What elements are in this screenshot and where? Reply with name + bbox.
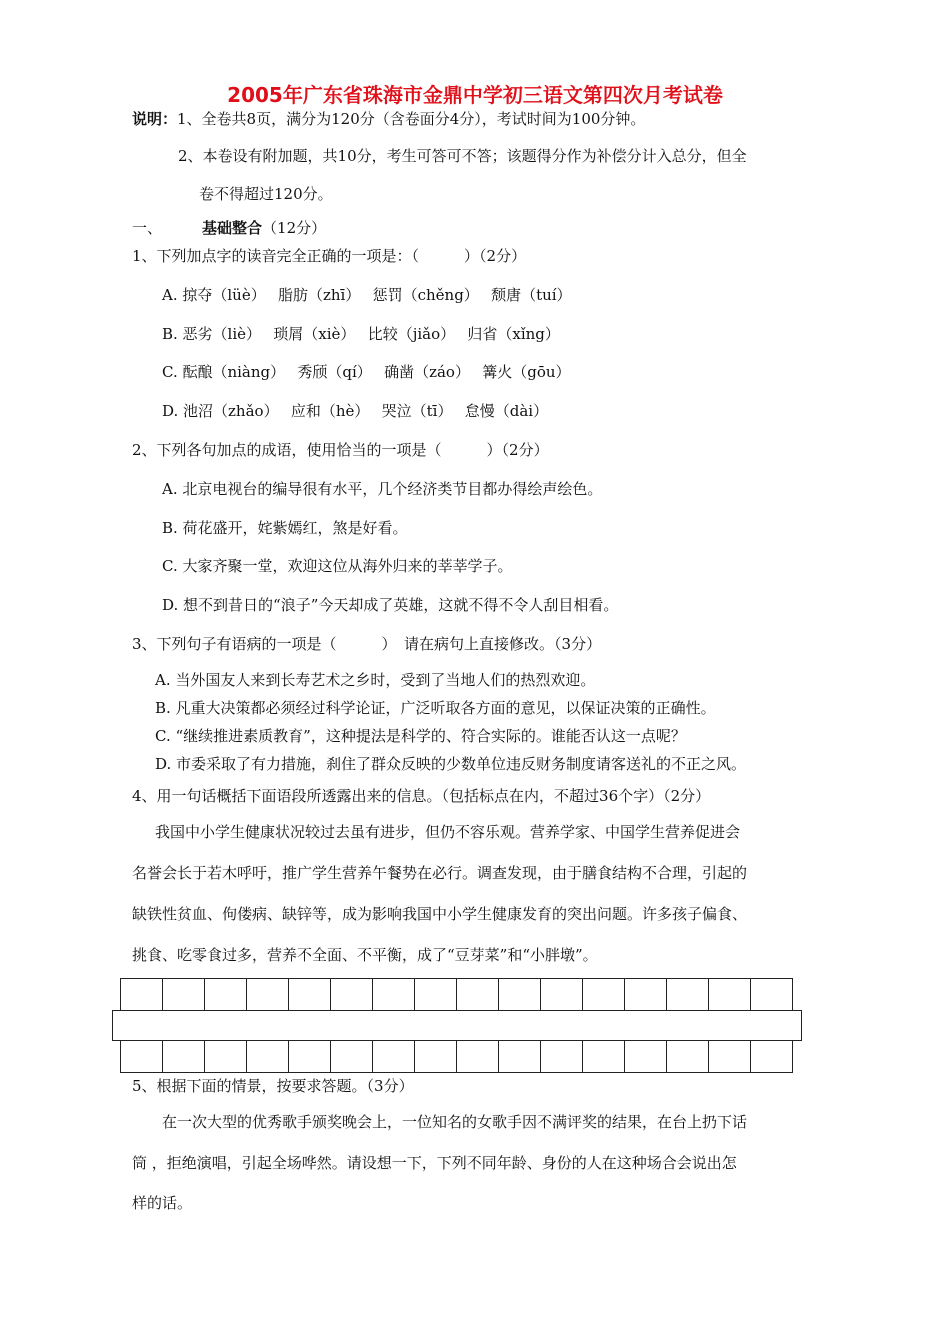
q5-passage-line-3: 样的话。 — [132, 1194, 193, 1212]
answer-cell[interactable] — [163, 1041, 205, 1073]
q5-passage-line-2: 筒 ，拒绝演唱，引起全场哗然。请设想一下，下列不同年龄、身份的人在这种场合会说出怎 — [132, 1154, 737, 1172]
answer-cell[interactable] — [751, 979, 793, 1011]
answer-cell[interactable] — [289, 979, 331, 1011]
answer-cell[interactable] — [247, 1041, 289, 1073]
answer-cell[interactable] — [751, 1041, 793, 1073]
answer-cell[interactable] — [667, 979, 709, 1011]
section-heading — [132, 218, 326, 238]
answer-cell[interactable] — [205, 979, 247, 1011]
q2-option-a: A. 北京电视台的编导很有水平，几个经济类节目都办得绘声绘色。 — [162, 480, 603, 498]
answer-cell[interactable] — [499, 1041, 541, 1073]
answer-cell[interactable] — [541, 1041, 583, 1073]
note-2-cont: 卷不得超过120分。 — [199, 185, 333, 203]
q4-stem: 4、用一句话概括下面语段所透露出来的信息。（包括标点在内，不超过36个字）（2分） — [132, 787, 711, 805]
answer-cell[interactable] — [121, 979, 163, 1011]
answer-cell[interactable] — [457, 1041, 499, 1073]
answer-cell[interactable] — [331, 979, 373, 1011]
q3-option-a: A. 当外国友人来到长寿艺术之乡时，受到了当地人们的热烈欢迎。 — [155, 671, 596, 689]
answer-cell[interactable] — [709, 1041, 751, 1073]
q2-option-c: C. 大家齐聚一堂，欢迎这位从海外归来的莘莘学子。 — [162, 557, 513, 575]
q4-passage-line-3: 缺铁性贫血、佝偻病、缺锌等，成为影响我国中小学生健康发育的突出问题。许多孩子偏食、 — [132, 905, 748, 923]
q4-passage-line-4: 挑食、吃零食过多，营养不全面、不平衡，成了“豆芽菜”和“小胖墩”。 — [132, 946, 598, 964]
answer-cell[interactable] — [625, 979, 667, 1011]
answer-cell[interactable] — [121, 1041, 163, 1073]
q5-passage-line-1: 在一次大型的优秀歌手颁奖晚会上，一位知名的女歌手因不满评奖的结果，在台上扔下话 — [162, 1113, 748, 1131]
note-1: 1、全卷共8页，满分为120分（含卷面分4分），考试时间为100分钟。 — [177, 110, 646, 128]
answer-cell[interactable] — [415, 979, 457, 1011]
answer-cell[interactable] — [163, 979, 205, 1011]
q1-option-d: D. 池沼（zhǎo） 应和（hè） 哭泣（tī） 怠慢（dài） — [162, 402, 549, 420]
answer-grid-row-2 — [120, 1040, 793, 1073]
answer-cell[interactable] — [583, 1041, 625, 1073]
q1-option-b: B. 恶劣（liè） 琐屑（xiè） 比较（jiǎo） 归省（xǐng） — [162, 325, 560, 343]
q4-passage-line-2: 名誉会长于若木呼吁，推广学生营养午餐势在必行。调查发现，由于膳食结构不合理，引起的 — [132, 864, 748, 882]
notes-line-1 — [132, 109, 645, 129]
q5-stem: 5、根据下面的情景，按要求答题。（3分） — [132, 1077, 414, 1095]
answer-cell[interactable] — [205, 1041, 247, 1073]
answer-cell[interactable] — [625, 1041, 667, 1073]
answer-cell[interactable] — [373, 979, 415, 1011]
q2-option-b: B. 荷花盛开，姹紫嫣红，煞是好看。 — [162, 519, 408, 537]
q1-option-c: C. 酝酿（niàng） 秀颀（qí） 确凿（záo） 篝火（gōu） — [162, 363, 571, 381]
answer-grid-separator — [112, 1010, 802, 1041]
q1-option-a: A. 掠夺（lüè） 脂肪（zhī） 惩罚（chěng） 颓唐（tuí） — [162, 286, 572, 304]
q1-stem: 1、下列加点字的读音完全正确的一项是：（ ）（2分） — [132, 247, 527, 265]
note-2: 2、本卷设有附加题，共10分，考生可答可不答；该题得分作为补偿分计入总分，但全 — [178, 147, 747, 165]
answer-cell[interactable] — [709, 979, 751, 1011]
answer-cell[interactable] — [499, 979, 541, 1011]
q2-option-d: D. 想不到昔日的“浪子”今天却成了英雄，这就不得不令人刮目相看。 — [162, 596, 619, 614]
notes-label: 说明： — [132, 110, 178, 128]
q3-option-c: C. “继续推进素质教育”，这种提法是科学的、符合实际的。谁能否认这一点呢？ — [155, 727, 686, 745]
answer-cell[interactable] — [289, 1041, 331, 1073]
answer-grid-row-1 — [120, 978, 793, 1011]
page-title: 2005年广东省珠海市金鼎中学初三语文第四次月考试卷 — [227, 83, 723, 107]
section-score: （12分） — [262, 219, 327, 237]
answer-cell[interactable] — [331, 1041, 373, 1073]
answer-cell[interactable] — [667, 1041, 709, 1073]
section-name: 基础整合 — [202, 219, 263, 237]
q3-option-b: B. 凡重大决策都必须经过科学论证，广泛听取各方面的意见，以保证决策的正确性。 — [155, 699, 716, 717]
answer-cell[interactable] — [583, 979, 625, 1011]
answer-cell[interactable] — [457, 979, 499, 1011]
q4-passage-line-1: 我国中小学生健康状况较过去虽有进步，但仍不容乐观。营养学家、中国学生营养促进会 — [155, 823, 741, 841]
answer-cell[interactable] — [247, 979, 289, 1011]
section-number: 一、 — [132, 219, 163, 237]
answer-cell[interactable] — [541, 979, 583, 1011]
q2-stem: 2、下列各句加点的成语，使用恰当的一项是（ ）（2分） — [132, 441, 549, 459]
q3-stem: 3、下列句子有语病的一项是（ ） 请在病句上直接修改。（3分） — [132, 635, 602, 653]
q3-option-d: D. 市委采取了有力措施，刹住了群众反映的少数单位违反财务制度请客送礼的不正之风。 — [155, 755, 747, 773]
answer-cell[interactable] — [415, 1041, 457, 1073]
answer-cell[interactable] — [373, 1041, 415, 1073]
